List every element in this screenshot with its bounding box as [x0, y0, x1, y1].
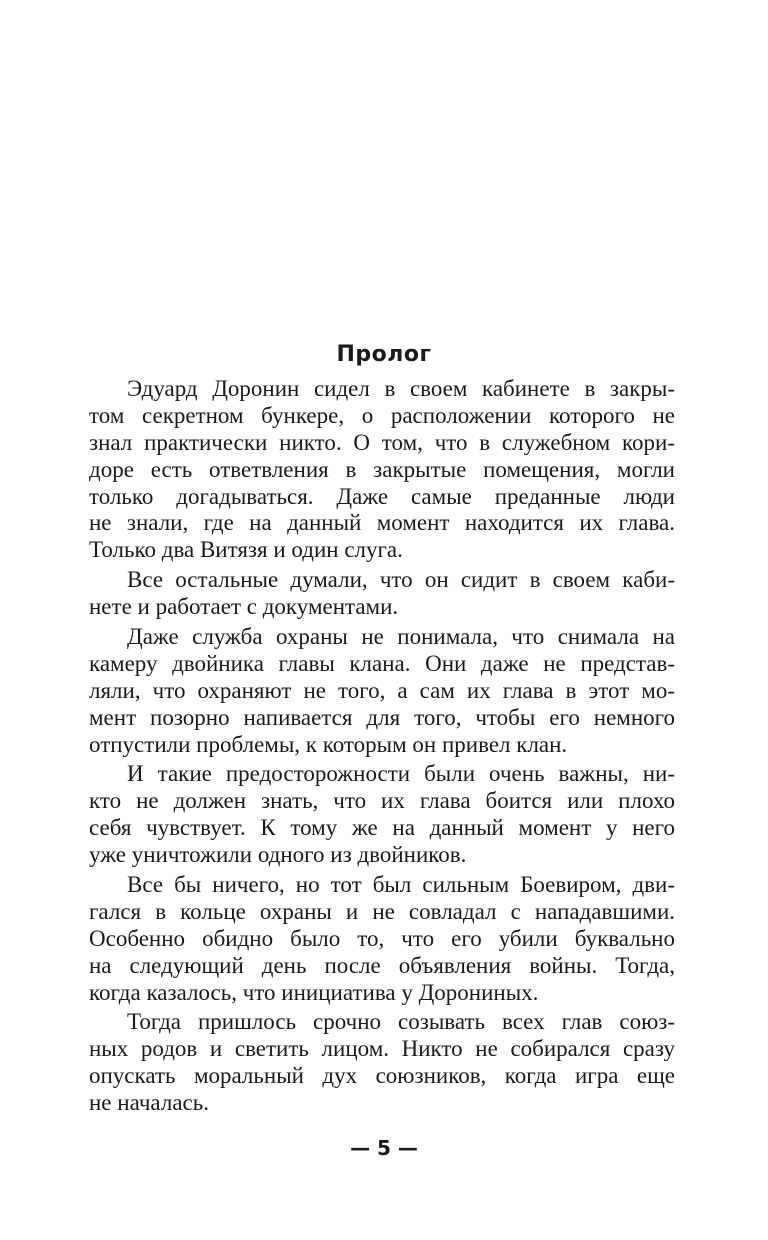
- text-line: мент позорно напивается для того, чтобы его немного: [89, 704, 675, 730]
- paragraph: [89, 1009, 675, 1117]
- text-line: уже уничтожили одного из двойников.: [89, 842, 467, 868]
- paragraph: [89, 376, 675, 564]
- chapter-title: Пролог: [336, 342, 432, 367]
- text-line: отпустили проблемы, к которым он привел клан.: [89, 731, 568, 757]
- text-line: кто не должен знать, что их глава боится или плохо: [89, 788, 675, 814]
- text-line: не знали, где на данный момент находится их глава.: [89, 510, 675, 536]
- text-line: том секретном бункере, о расположении которого не: [89, 402, 675, 428]
- text-line: только догадываться. Даже самые преданные люди: [89, 483, 675, 509]
- text-line: знал практически никто. О том, что в служебном кори-: [89, 429, 675, 455]
- text-line: Все бы ничего, но тот был сильным Боевиром, дви-: [127, 872, 675, 898]
- text-line: ных родов и светить лицом. Никто не собирался сразу: [89, 1036, 675, 1062]
- text-line: Даже служба охраны не понимала, что снимала на: [127, 624, 675, 650]
- text-line: когда казалось, что инициатива у Дорониных.: [89, 979, 539, 1005]
- text-line: доре есть ответвления в закрытые помещения, могли: [89, 456, 675, 482]
- text-line: Тогда пришлось срочно созывать всех глав союз-: [127, 1009, 675, 1035]
- text-line: опускать моральный дух союзников, когда игра еще: [89, 1063, 675, 1089]
- text-line: И такие предосторожности были очень важны, ни-: [127, 761, 675, 787]
- text-line: на следующий день после объявления войны. Тогда,: [89, 952, 675, 978]
- text-line: нете и работает с документами.: [89, 594, 399, 620]
- paragraph: [89, 872, 675, 1006]
- paragraph: [89, 761, 675, 869]
- paragraph: [89, 624, 675, 758]
- text-line: не началась.: [89, 1090, 209, 1116]
- text-line: Особенно обидно было то, что его убили буквально: [89, 925, 675, 951]
- text-line: Эдуард Доронин сидел в своем кабинете в закры-: [127, 376, 675, 401]
- text-line: камеру двойника главы клана. Они даже не представ-: [89, 650, 675, 676]
- text-line: гался в кольце охраны и не совладал с нападавшими.: [89, 898, 675, 924]
- paragraph: [89, 567, 675, 621]
- page-number: — 5 —: [350, 1136, 418, 1160]
- text-line: ляли, что охраняют не того, а сам их глава в этот мо-: [89, 677, 675, 703]
- body-text: [89, 376, 675, 1117]
- text-line: Только два Витязя и один слуга.: [89, 537, 403, 563]
- text-line: себя чувствует. К тому же на данный момент у него: [89, 815, 675, 841]
- text-line: Все остальные думали, что он сидит в своем каби-: [127, 567, 675, 593]
